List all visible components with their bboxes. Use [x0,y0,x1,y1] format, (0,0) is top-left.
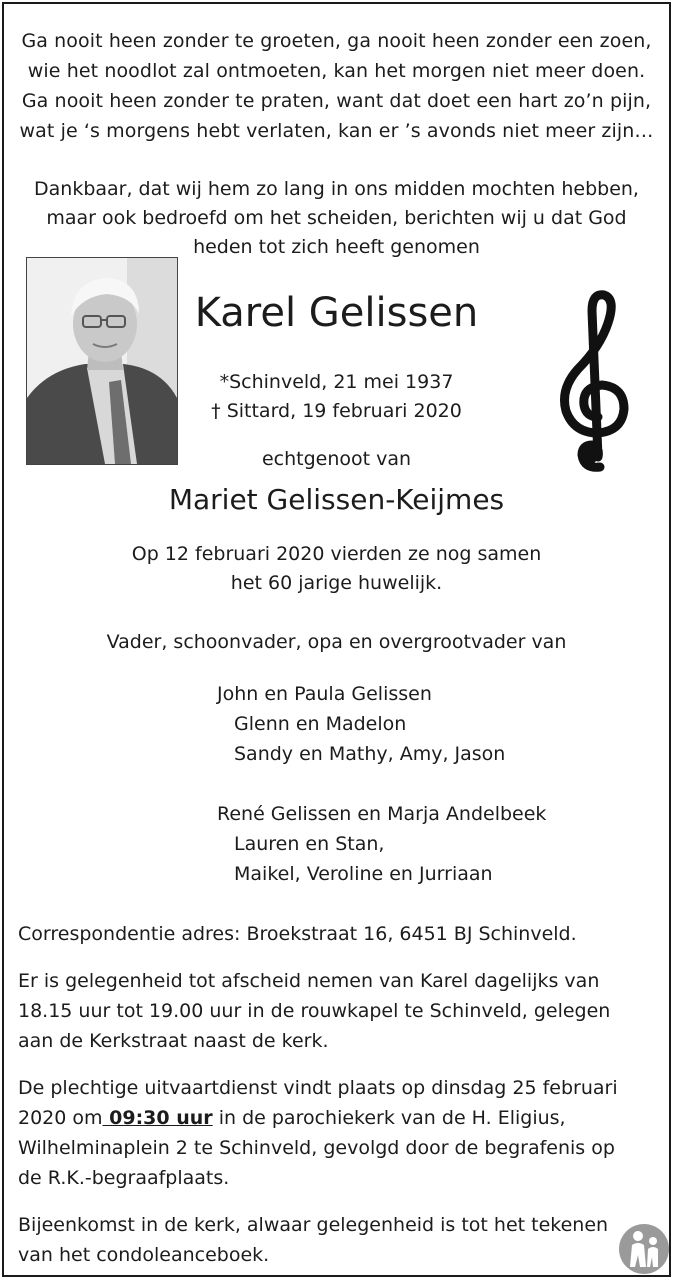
intro-line: heden tot zich heeft genomen [193,236,480,258]
service-line: De plechtige uitvaartdienst vindt plaats op dinsdag 25 februari [18,1077,618,1099]
spouse-intro: echtgenoot van [261,448,412,470]
poem-line: wat je ‘s morgens hebt verlaten, kan er ’s avonds niet meer zijn… [19,120,654,142]
family-member: Sandy en Mathy, Amy, Jason [234,743,506,765]
farewell-line: aan de Kerkstraat naast de kerk. [18,1030,329,1052]
poem-line: Ga nooit heen zonder te praten, want dat doet een hart zo’n pijn, [21,90,652,112]
correspondence-address: Correspondentie adres: Broekstraat 16, 6451 BJ Schinveld. [18,923,577,945]
farewell-line: Er is gelegenheid tot afscheid nemen van Karel dagelijks van [18,970,600,992]
spouse-name: Mariet Gelissen-Keijmes [168,483,505,516]
farewell-line: 18.15 uur tot 19.00 uur in de rouwkapel te Schinveld, gelegen [18,1000,611,1022]
intro-line: maar ook bedroefd om het scheiden, berichten wij u dat God [46,207,627,229]
family-member: René Gelissen en Marja Andelbeek [217,803,547,825]
service-time: 09:30 uur [102,1107,213,1129]
anniversary-line: Op 12 februari 2020 vierden ze nog samen [131,543,542,565]
birth-line: *Schinveld, 21 mei 1937 [219,371,454,393]
family-intro: Vader, schoonvader, opa en overgrootvader van [106,631,567,653]
intro-line: Dankbaar, dat wij hem zo lang in ons midden mochten hebben, [34,178,639,200]
anniversary-line: het 60 jarige huwelijk. [230,572,443,594]
family-member: Lauren en Stan, [234,833,385,855]
family-member: John en Paula Gelissen [217,683,432,705]
memorial-logo-icon [618,1223,670,1275]
obituary-notice [2,2,671,1277]
family-member: Maikel, Veroline en Jurriaan [234,863,493,885]
gathering-line: van het condoleanceboek. [18,1244,270,1266]
service-line: de R.K.-begraafplaats. [18,1167,230,1189]
death-line: † Sittard, 19 februari 2020 [211,400,462,422]
poem-line: Ga nooit heen zonder te groeten, ga nooit heen zonder een zoen, [21,30,652,52]
deceased-name: Karel Gelissen [194,290,479,336]
service-line-start: 2020 om [18,1107,103,1129]
gathering-line: Bijeenkomst in de kerk, alwaar gelegenheid is tot het tekenen [18,1214,609,1236]
service-line [18,1103,566,1133]
poem-line: wie het noodlot zal ontmoeten, kan het morgen niet meer doen. [27,60,646,82]
service-line-end: in de parochiekerk van de H. Eligius, [212,1107,566,1129]
family-member: Glenn en Madelon [234,713,407,735]
service-line: Wilhelminaplein 2 te Schinveld, gevolgd door de begrafenis op [18,1137,615,1159]
